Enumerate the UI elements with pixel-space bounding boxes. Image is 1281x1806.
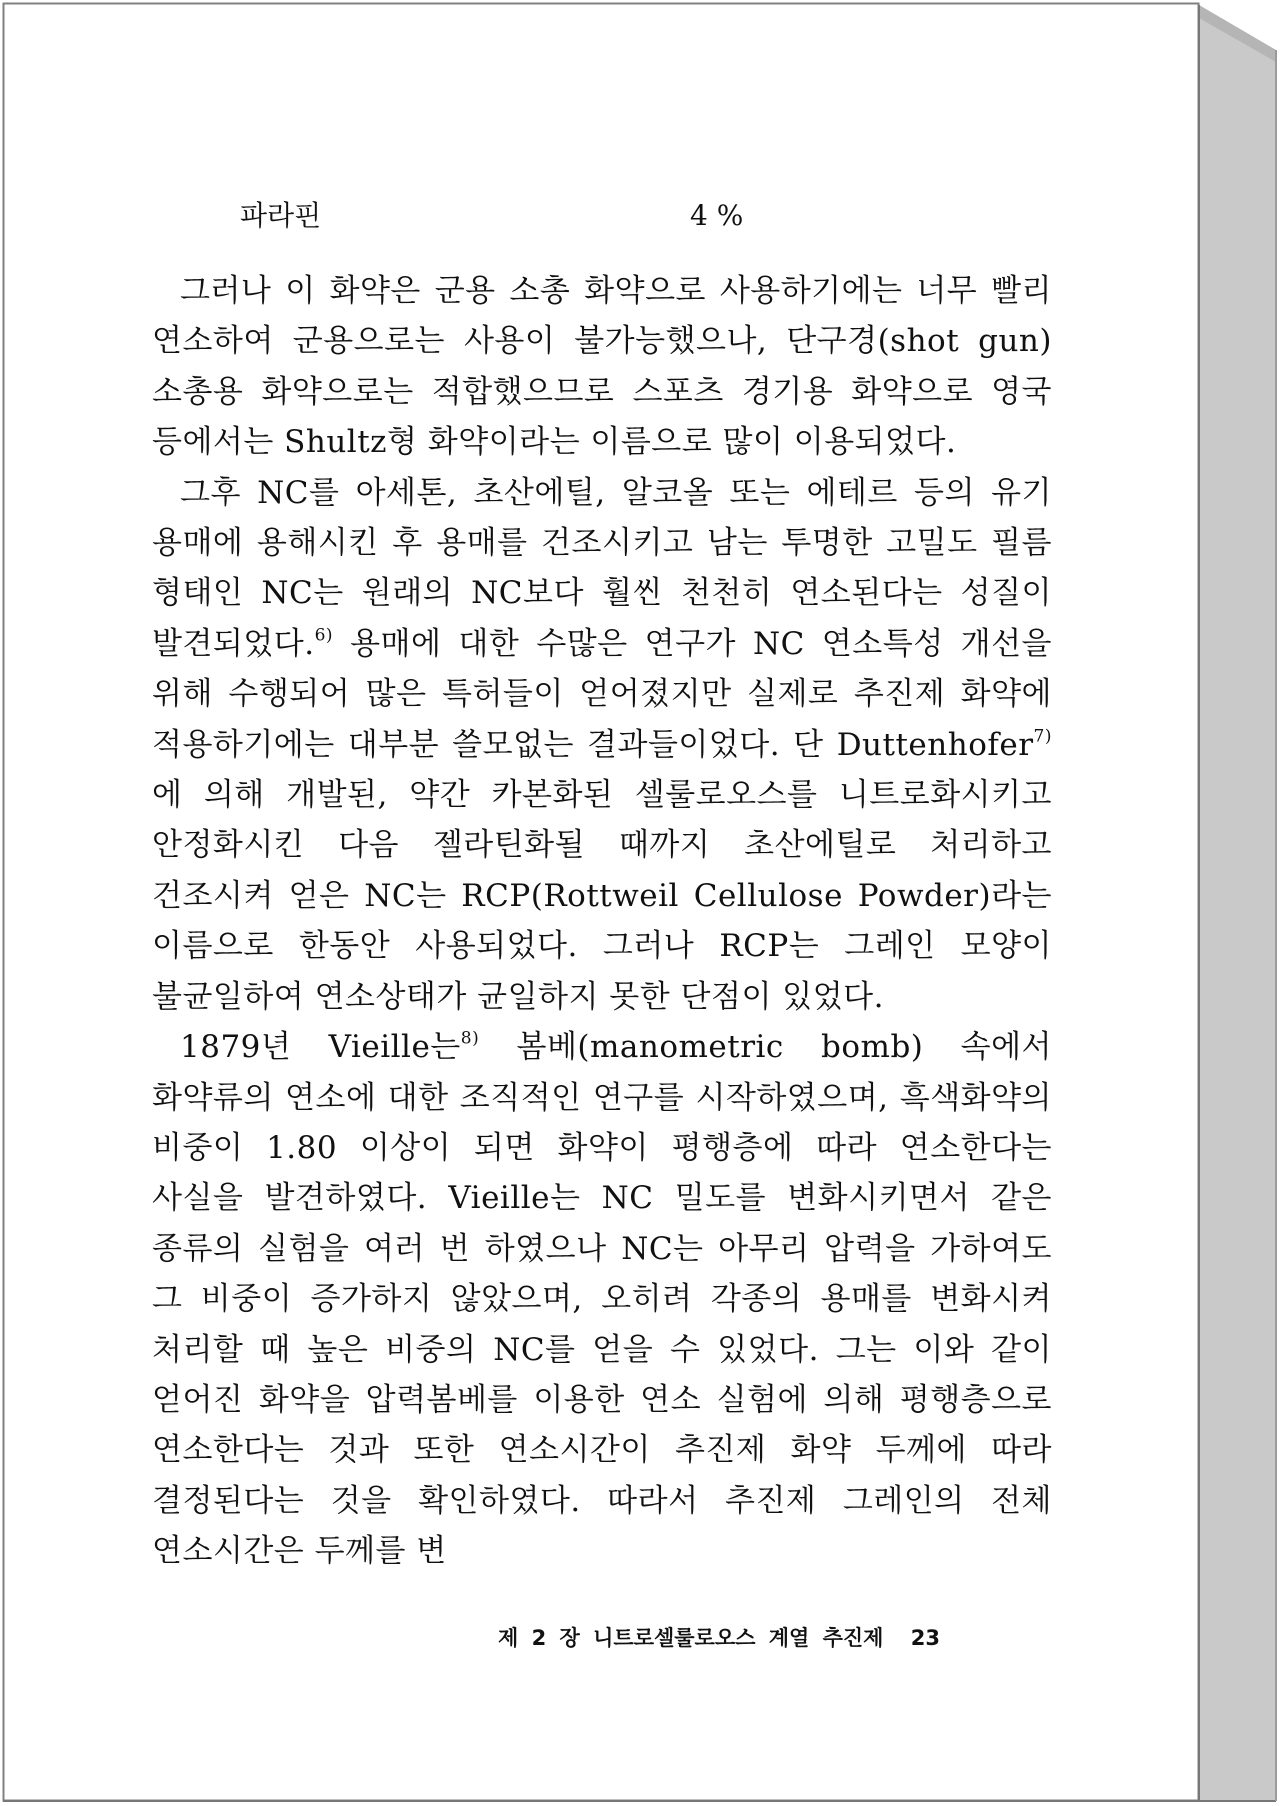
footnote-ref: 7) (1033, 726, 1052, 747)
paragraph-2 (152, 468, 1052, 1022)
footer-title: 니트로셀룰로오스 계열 추진제 (593, 1626, 884, 1650)
running-footer (498, 1622, 940, 1652)
table-cell-value: 4 % (690, 199, 744, 232)
table-cell-name: 파라핀 (240, 199, 322, 232)
page-body (152, 190, 1052, 1577)
paragraph-1 (152, 266, 1052, 468)
paragraph-text: 그러나 이 화약은 군용 소총 화약으로 사용하기에는 너무 빨리 연소하여 군용으로는 사용이 불가능했으나, 단구경(shot gun) 소총용 화약으로는 적합했으므로 스포츠 경기용 화약으로 영국 등에서는 Shultz형 화약이라는 이름으로 많이 이용되었다. (152, 273, 1052, 461)
footer-chapter: 제 2 장 (498, 1626, 580, 1650)
table-row (152, 190, 1052, 242)
paragraph-3 (152, 1022, 1052, 1576)
paragraph-text: 에 의해 개발된, 약간 카본화된 셀룰로오스를 니트로화시키고 안정화시킨 다음 젤라틴화될 때까지 초산에틸로 처리하고 건조시켜 얻은 NC는 RCP(Rottweil Cellulose Powder)라는 이름으로 한동안 사용되었다. 그러나 RCP는 그레인 모양이 불균일하여 연소상태가 균일하지 못한 단점이 있었다. (152, 777, 1052, 1015)
paragraph-text: 그후 NC를 아세톤, 초산에틸, 알코올 또는 에테르 등의 유기 용매에 용해시킨 후 용매를 건조시키고 남는 투명한 고밀도 필름 형태인 NC는 원래의 NC보다 훨씬 천천히 연소된다는 성질이 발견되었다. (152, 474, 1052, 662)
page-number: 23 (910, 1626, 941, 1650)
footnote-ref: 6) (314, 625, 334, 646)
paragraph-text: 1879년 Vieille는 (180, 1029, 461, 1066)
page-side-shadow (1199, 5, 1276, 1801)
footnote-ref: 8) (460, 1028, 480, 1049)
paragraph-text: 용매에 대한 수많은 연구가 NC 연소특성 개선을 위해 수행되어 많은 특허들이 얻어졌지만 실제로 추진제 화약에 적용하기에는 대부분 쓸모없는 결과들이었다. 단 Duttenhofer (152, 625, 1052, 763)
paragraph-text: 봄베(manometric bomb) 속에서 화약류의 연소에 대한 조직적인 연구를 시작하였으며, 흑색화약의 비중이 1.80 이상이 되면 화약이 평행층에 따라 연소한다는 사실을 발견하였다. Vieille는 NC 밀도를 변화시키면서 같은 종류의 실험을 여러 번 하였으나 NC는 아무리 압력을 가하여도 그 비중이 증가하지 않았으며, 오히려 각종의 용매를 변화시켜 처리할 때 높은 비중의 NC를 얻을 수 있었다. 그는 이와 같이 얻어진 화약을 압력봄베를 이용한 연소 실험에 의해 평행층으로 연소한다는 것과 또한 연소시간이 추진제 화약 두께에 따라 결정된다는 것을 확인하였다. 따라서 추진제 그레인의 전체 연소시간은 두께를 변 (152, 1029, 1052, 1570)
